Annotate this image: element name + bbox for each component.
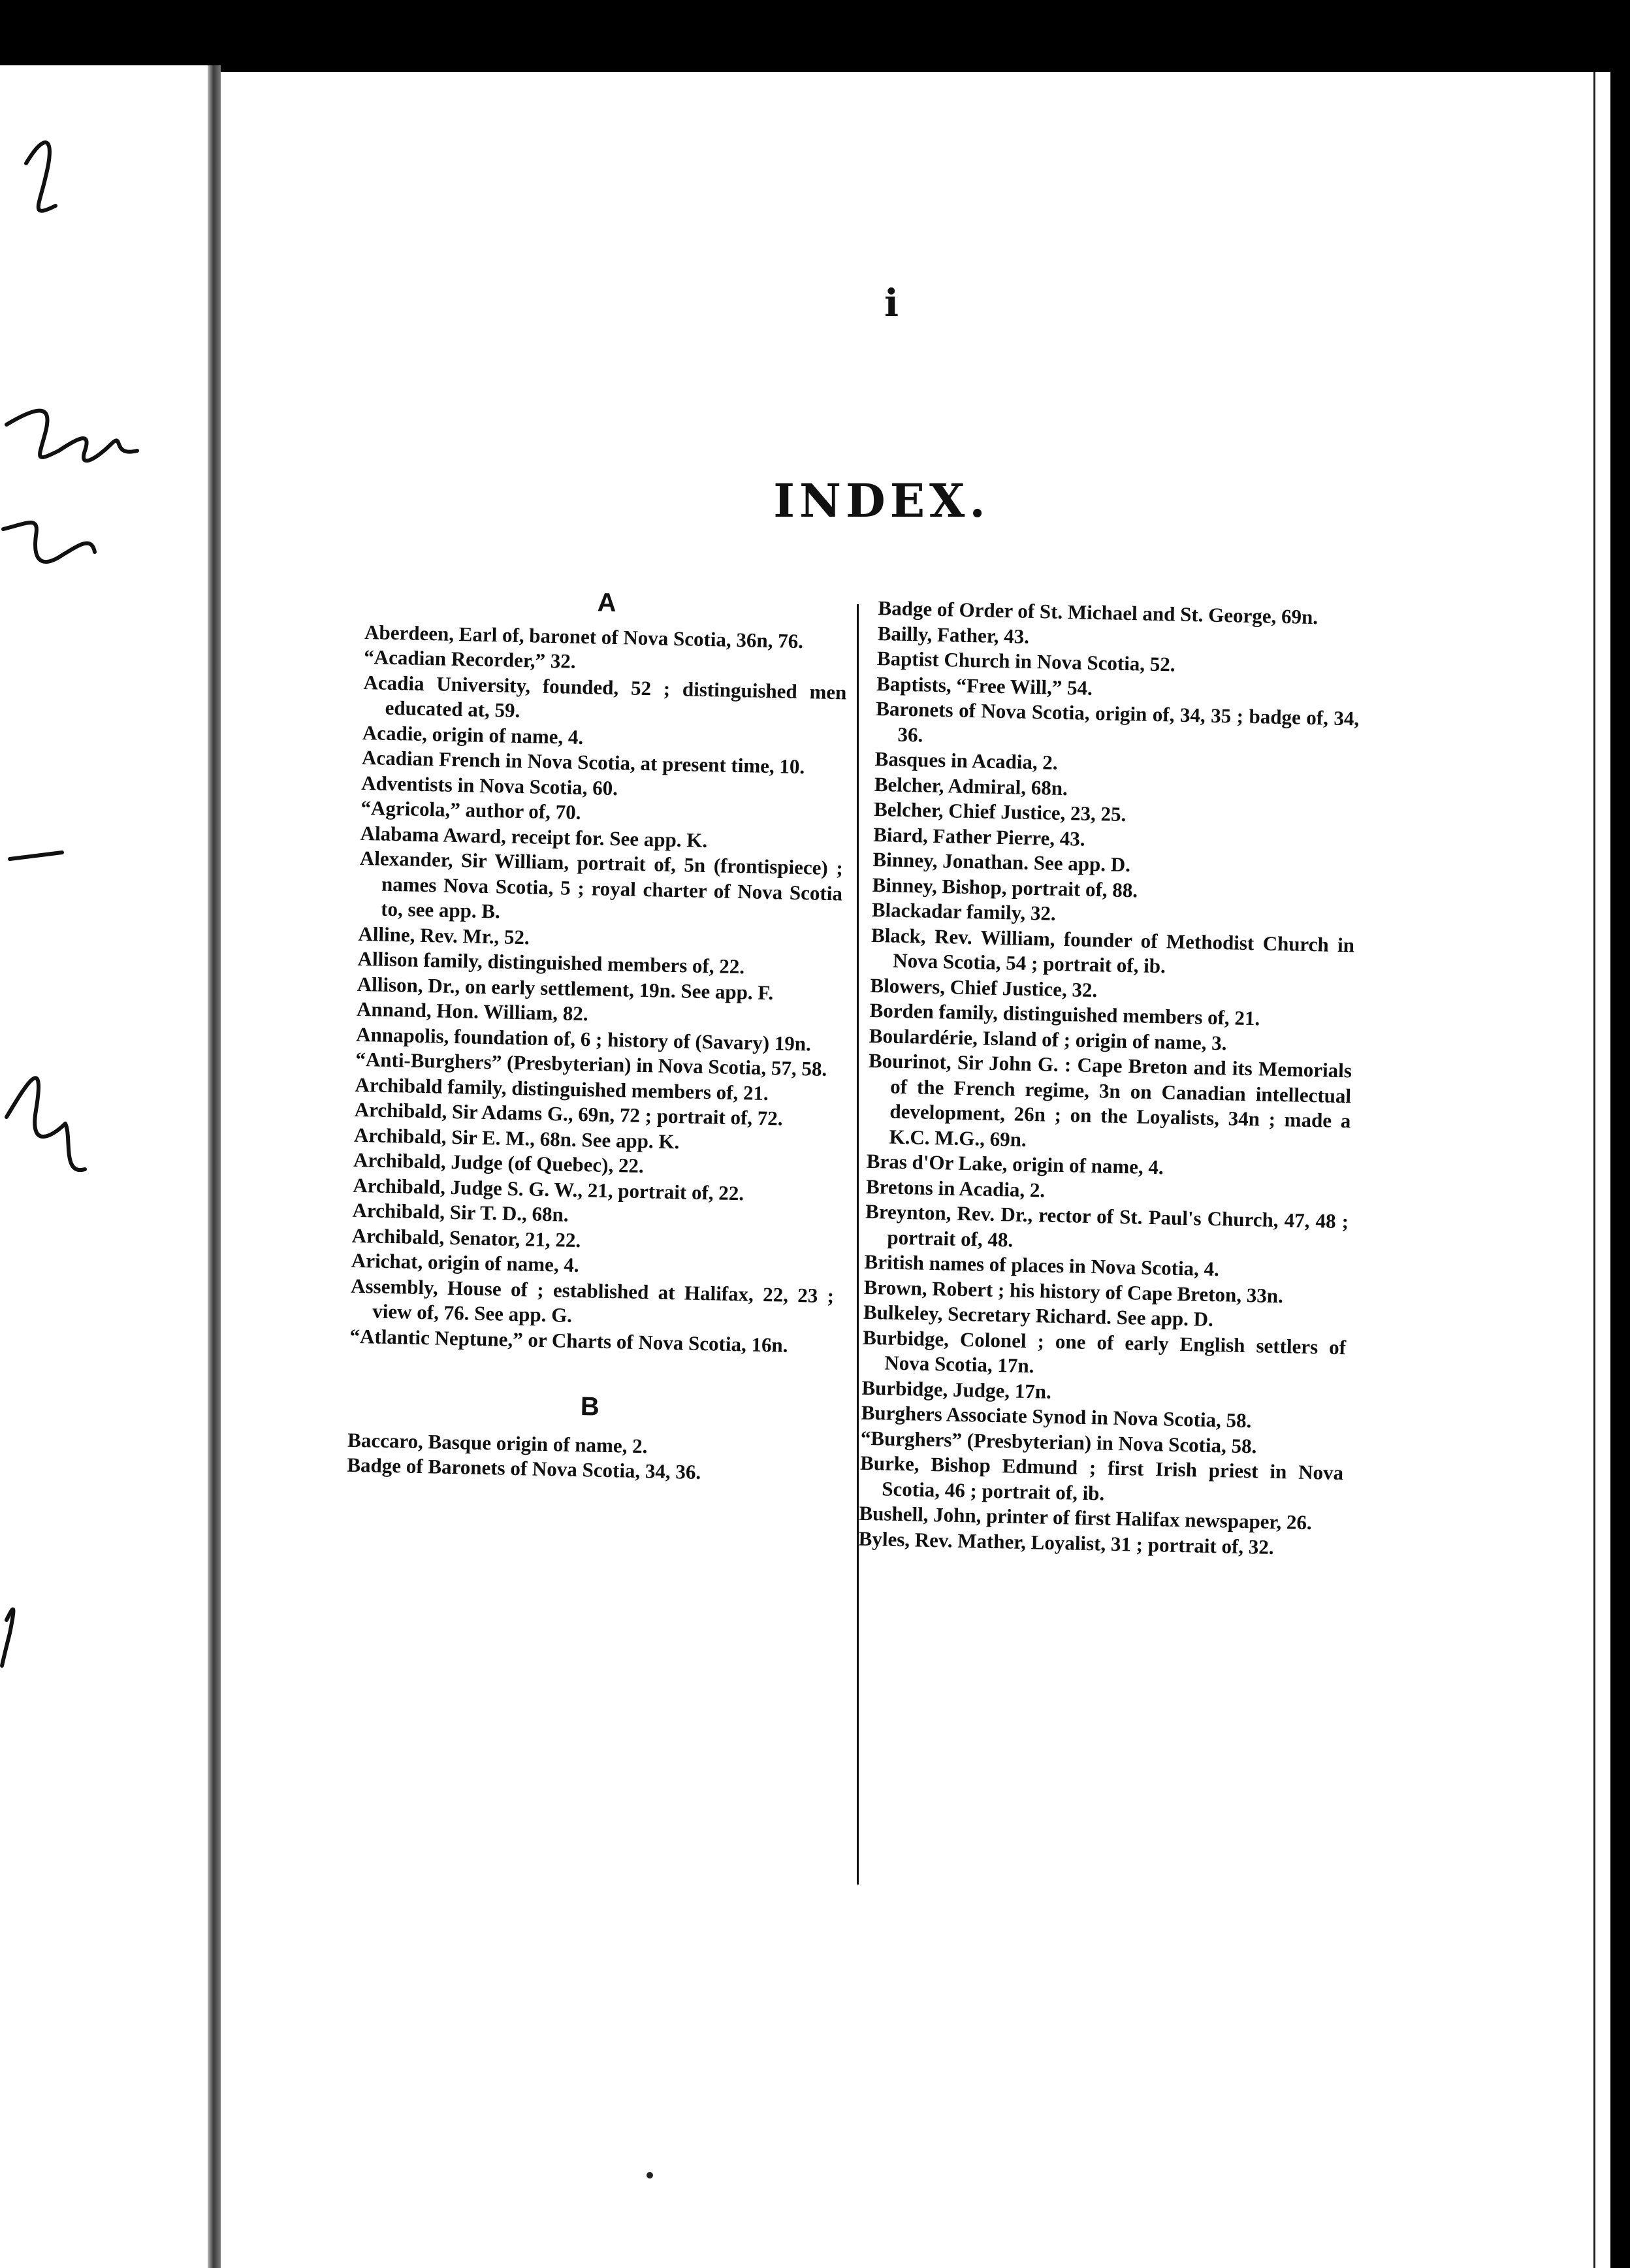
index-entry: Allison family, distinguished members of, 22. — [357, 947, 745, 979]
index-entry: Bushell, John, printer of first Halifax newspaper, 26. — [859, 1501, 1313, 1534]
index-entry: Acadian French in Nova Scotia, at present time, 10. — [361, 745, 805, 779]
index-entry: Blackadar family, 32. — [871, 898, 1057, 925]
index-entry: Allison, Dr., on early settlement, 19n. See app. F. — [357, 972, 774, 1004]
index-entry: Acadia University, founded, 52 ; distinguished men educated at, 59. — [363, 670, 847, 722]
index-entry: Archibald, Senator, 21, 22. — [351, 1223, 581, 1252]
index-column-right — [858, 596, 1361, 1561]
index-entry: Burbidge, Judge, 17n. — [861, 1376, 1052, 1403]
ink-speck — [647, 2172, 653, 2179]
index-entry: Alexander, Sir William, portrait of, 5n (frontispiece) ; names Nova Scotia, 5 ; royal charter of Nova Scotia to, see app. B. — [359, 846, 844, 923]
index-entry: Assembly, House of ; established at Halifax, 22, 23 ; view of, 76. See app. G. — [350, 1274, 835, 1327]
entry-list-right — [858, 596, 1361, 1561]
index-entry: Baccaro, Basque origin of name, 2. — [347, 1428, 648, 1457]
index-entry: Brown, Robert ; his history of Cape Breton, 33n. — [863, 1275, 1284, 1307]
index-entry: Bourinot, Sir John G. : Cape Breton and its Memorials of the French regime, 3n on Canadian intellectual development, 26n ; on the Loyalists, 34n ; made a K.C. M.G., 69n. — [868, 1048, 1352, 1151]
index-entry: Acadie, origin of name, 4. — [362, 721, 584, 749]
index-entry: Baptist Church in Nova Scotia, 52. — [876, 646, 1176, 676]
index-entry: Archibald, Sir E. M., 68n. See app. K. — [353, 1123, 680, 1153]
index-entry: Breynton, Rev. Dr., rector of St. Paul's Church, 47, 48 ; portrait of, 48. — [865, 1199, 1349, 1252]
index-entry: “Anti-Burghers” (Presbyterian) in Nova Scotia, 57, 58. — [355, 1047, 827, 1080]
scan-top-border — [0, 0, 1630, 78]
index-entry: Burke, Bishop Edmund ; first Irish priest in Nova Scotia, 46 ; portrait of, ib. — [859, 1451, 1344, 1505]
index-entry: Boulardérie, Island of ; origin of name, 3. — [869, 1024, 1227, 1054]
page-title: INDEX. — [773, 474, 990, 528]
index-entry: Basques in Acadia, 2. — [874, 747, 1059, 774]
index-entry: British names of places in Nova Scotia, 4. — [864, 1250, 1220, 1281]
index-entry: Belcher, Admiral, 68n. — [874, 772, 1068, 800]
index-entry: Biard, Father Pierre, 43. — [872, 822, 1085, 850]
index-column-left — [347, 575, 849, 1488]
index-entry: “Acadian Recorder,” 32. — [364, 645, 576, 673]
index-entry: Alabama Award, receipt for. See app. K. — [360, 821, 708, 852]
index-entry: Belcher, Chief Justice, 23, 25. — [873, 797, 1127, 826]
index-entry: Archibald, Judge S. G. W., 21, portrait of, 22. — [353, 1173, 744, 1205]
index-entry: Alline, Rev. Mr., 52. — [358, 922, 530, 948]
index-entry: “Burghers” (Presbyterian) in Nova Scotia, 58. — [860, 1426, 1257, 1457]
index-entry: Archibald, Judge (of Quebec), 22. — [353, 1148, 645, 1178]
entry-list-b — [347, 1427, 831, 1487]
entry-list-a — [349, 619, 848, 1359]
book-gutter — [208, 65, 221, 2268]
index-entry: Annapolis, foundation of, 6 ; history of (Savary) 19n. — [355, 1022, 812, 1055]
index-entry: Badge of Baronets of Nova Scotia, 34, 36. — [347, 1453, 701, 1484]
index-entry: Adventists in Nova Scotia, 60. — [360, 771, 618, 800]
index-entry: Archibald, Sir T. D., 68n. — [352, 1198, 569, 1226]
page-edge — [1593, 72, 1595, 2268]
page-number: i — [884, 281, 899, 325]
column-divider — [857, 604, 859, 1885]
index-entry: Black, Rev. William, founder of Methodist Church in Nova Scotia, 54 ; portrait of, ib. — [871, 923, 1355, 978]
index-entry: “Atlantic Neptune,” or Charts of Nova Scotia, 16n. — [349, 1324, 788, 1357]
index-entry: Borden family, distinguished members of, 21. — [869, 998, 1260, 1030]
index-entry: Aberdeen, Earl of, baronet of Nova Scotia, 36n, 76. — [364, 620, 804, 653]
index-entry: Bailly, Father, 43. — [877, 621, 1030, 648]
section-heading-a: A — [597, 588, 617, 618]
index-entry: Baronets of Nova Scotia, origin of, 34, 35 ; badge of, 34, 36. — [876, 696, 1360, 746]
index-entry: Arichat, origin of name, 4. — [351, 1248, 580, 1277]
index-entry: “Agricola,” author of, 70. — [360, 796, 581, 824]
index-entry: Archibald, Sir Adams G., 69n, 72 ; portrait of, 72. — [354, 1097, 784, 1130]
index-entry: Byles, Rev. Mather, Loyalist, 31 ; portrait of, 32. — [858, 1527, 1275, 1559]
index-entry: Badge of Order of St. Michael and St. George, 69n. — [878, 596, 1318, 629]
index-entry: Annand, Hon. William, 82. — [356, 997, 588, 1026]
index-entry: Bras d'Or Lake, origin of name, 4. — [866, 1149, 1164, 1179]
scan-right-border — [1610, 0, 1630, 2268]
index-entry: Bretons in Acadia, 2. — [865, 1174, 1046, 1202]
index-entry: Archibald family, distinguished members of, 21. — [355, 1073, 769, 1105]
index-entry: Burghers Associate Synod in Nova Scotia, 58. — [861, 1401, 1252, 1433]
section-heading-b: B — [580, 1392, 600, 1421]
index-entry: Blowers, Chief Justice, 32. — [870, 973, 1098, 1001]
index-entry: Baptists, “Free Will,” 54. — [876, 672, 1093, 700]
index-entry: Binney, Bishop, portrait of, 88. — [872, 873, 1138, 901]
index-entry: Binney, Jonathan. See app. D. — [872, 847, 1131, 877]
index-entry: Bulkeley, Secretary Richard. See app. D. — [863, 1300, 1214, 1331]
index-entry: Burbidge, Colonel ; one of early English settlers of Nova Scotia, 17n. — [862, 1325, 1347, 1378]
handwritten-marks — [0, 65, 208, 2268]
